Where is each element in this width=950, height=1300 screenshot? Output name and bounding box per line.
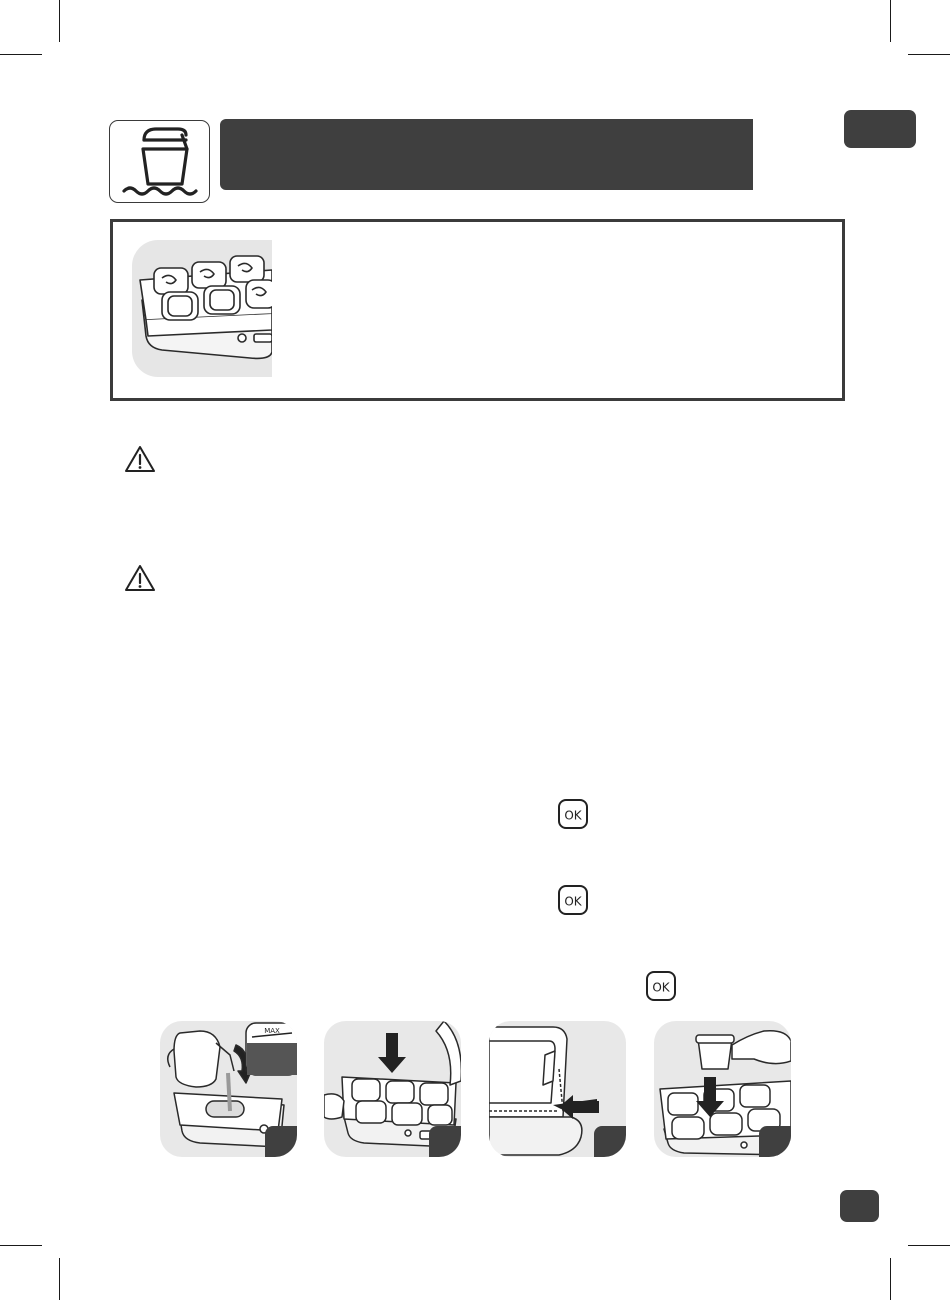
step-pour-water-image [160, 1021, 297, 1157]
svg-text:OK: OK [564, 808, 582, 823]
svg-text:OK: OK [652, 980, 670, 995]
ok-button-icon [557, 798, 589, 830]
svg-text:OK: OK [564, 894, 582, 909]
ok-button-icon [557, 884, 589, 916]
step-number-badge [429, 1126, 461, 1157]
crop-mark [890, 0, 891, 42]
crop-mark [908, 1245, 950, 1246]
crop-mark [890, 1258, 891, 1300]
svg-text:MAX: MAX [264, 1027, 280, 1035]
yogurt-pot-in-water-icon [109, 120, 210, 203]
step-number-badge [759, 1126, 791, 1157]
warning-icon [123, 563, 157, 593]
section-title-bar [220, 119, 753, 190]
step-number-badge [265, 1126, 297, 1157]
step-place-tray-image [324, 1021, 461, 1157]
info-box [110, 219, 845, 401]
crop-mark [59, 1258, 60, 1300]
crop-mark [0, 54, 42, 55]
ok-button-icon [645, 970, 677, 1002]
warning-icon [123, 444, 157, 474]
page-number-badge [840, 1190, 879, 1222]
yogurt-maker-illustration [132, 240, 272, 377]
step-number-badge [594, 1126, 626, 1157]
language-tab [844, 110, 916, 148]
step-place-pots-image [654, 1021, 791, 1157]
step-align-tray-image [489, 1021, 626, 1157]
crop-mark [59, 0, 60, 42]
crop-mark [0, 1245, 42, 1246]
crop-mark [908, 54, 950, 55]
